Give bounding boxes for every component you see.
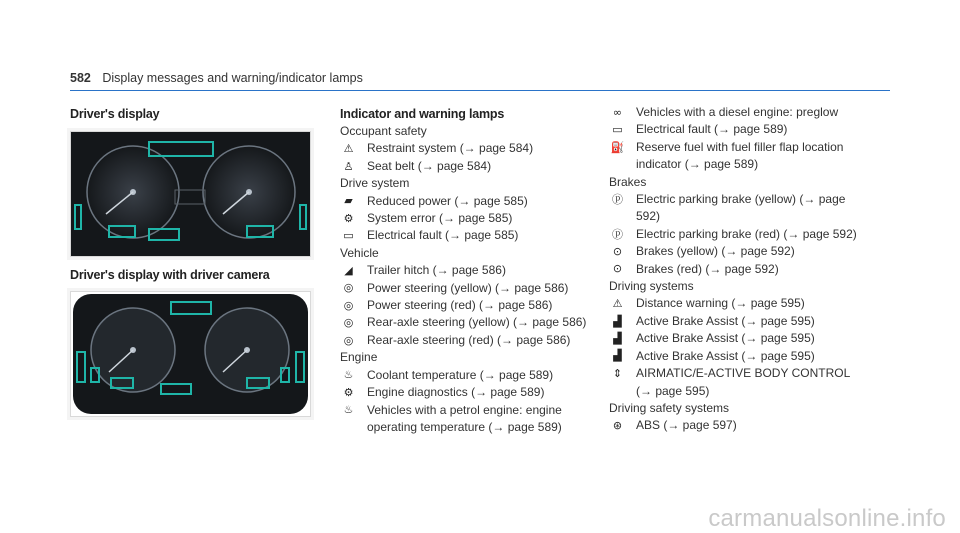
lamp-list-item	[340, 280, 590, 297]
abs-icon: ⊛	[612, 419, 623, 433]
lamp-list-item	[340, 227, 590, 244]
lamp-description: ABS (→ page 597)	[636, 418, 737, 433]
lamp-description: Power steering (red) (→ page 586)	[367, 298, 553, 313]
fuel-reserve-icon: ⛽	[610, 140, 625, 154]
watermark: carmanualsonline.info	[708, 505, 946, 532]
lamp-list-item	[340, 210, 590, 227]
lamp-description: Active Brake Assist (→ page 595)	[636, 348, 815, 363]
lamp-description: Seat belt (→ page 584)	[367, 158, 492, 173]
active-brake-assist-off-icon: ▟	[613, 332, 622, 346]
category-label: Vehicle	[340, 245, 379, 260]
lamp-description: System error (→ page 585)	[367, 211, 513, 226]
lamp-list-item	[340, 367, 590, 384]
lamp-description: Electrical fault (→ page 585)	[367, 228, 519, 243]
lamp-description: Rear-axle steering (red) (→ page 586)	[367, 332, 571, 347]
parking-brake-icon: ⓟ	[612, 192, 623, 206]
restraint-system-icon: ⚠	[343, 142, 354, 156]
lamp-list-item	[340, 384, 590, 401]
lamp-list-item	[340, 332, 590, 349]
lamp-description: Trailer hitch (→ page 586)	[367, 263, 506, 278]
lamp-list-item	[340, 262, 590, 279]
lamp-list-item	[609, 348, 859, 365]
lamp-description: Rear-axle steering (yellow) (→ page 586)	[367, 315, 587, 330]
lamp-description: Electric parking brake (red) (→ page 592)	[636, 226, 857, 241]
lamp-list-item	[609, 243, 859, 260]
lamp-description: Active Brake Assist (→ page 595)	[636, 331, 815, 346]
lamp-description: Brakes (yellow) (→ page 592)	[636, 244, 795, 259]
active-brake-assist-icon: ▟	[613, 314, 622, 328]
brake-icon: ⊙	[612, 245, 623, 259]
section-drivers-display-title: Driver's display	[70, 107, 160, 121]
airmatic-icon: ⇕	[612, 366, 623, 380]
lamp-description: Active Brake Assist (→ page 595)	[636, 313, 815, 328]
lamp-description: Vehicles with a diesel engine: preglow	[636, 105, 839, 119]
power-steering-icon: ◎	[343, 298, 354, 312]
lamp-description: Power steering (yellow) (→ page 586)	[367, 280, 569, 295]
lamp-list-item	[340, 140, 590, 157]
section-drivers-display-camera-title: Driver's display with driver camera	[70, 268, 270, 282]
lamp-list-item	[609, 365, 859, 400]
drivers-display-camera-image	[70, 291, 311, 417]
lamp-description: Brakes (red) (→ page 592)	[636, 261, 779, 276]
lamp-list-item	[609, 295, 859, 312]
seat-belt-icon: ♙	[343, 159, 354, 173]
parking-brake-icon: ⓟ	[612, 227, 623, 241]
battery-icon: ▭	[343, 229, 354, 243]
lamp-description: Distance warning (→ page 595)	[636, 296, 805, 311]
coolant-temperature-icon: ♨	[343, 368, 354, 382]
lamp-list-item	[340, 193, 590, 210]
lamp-description: Engine diagnostics (→ page 589)	[367, 385, 545, 400]
lamp-description: Reduced power (→ page 585)	[367, 193, 528, 208]
category-label: Driving systems	[609, 279, 694, 294]
page-number: 582	[70, 71, 91, 85]
lamp-list-item	[609, 417, 859, 434]
middle-lamp-list	[340, 123, 590, 436]
category-label: Occupant safety	[340, 124, 427, 138]
lamp-description: Vehicles with a petrol engine: engine operating temperature (→ page 589)	[367, 402, 562, 434]
active-brake-assist-icon: ▟	[613, 349, 622, 363]
brake-icon: ⊙	[612, 262, 623, 276]
rear-axle-steering-icon: ◎	[343, 333, 354, 347]
lamp-list-item	[609, 139, 859, 174]
category-label: Brakes	[609, 174, 647, 189]
lamp-list-item	[609, 261, 859, 278]
header-rule	[70, 90, 890, 91]
lamp-description: Restraint system (→ page 584)	[367, 141, 534, 156]
lamp-list-item	[609, 226, 859, 243]
distance-warning-icon: ⚠	[612, 297, 623, 311]
engine-temperature-icon: ♨	[343, 403, 354, 417]
category-label: Driving safety systems	[609, 400, 730, 415]
page-header	[70, 71, 363, 85]
indicator-lamps-title: Indicator and warning lamps	[340, 107, 505, 121]
lamp-description: Electrical fault (→ page 589)	[636, 122, 788, 137]
battery-icon: ▭	[612, 123, 623, 137]
lamp-list-item	[609, 121, 859, 138]
lamp-list-item	[609, 330, 859, 347]
lamp-list-item	[340, 158, 590, 175]
preglow-icon: ∞	[612, 105, 623, 119]
reduced-power-icon: ▰	[344, 194, 353, 208]
engine-diagnostics-icon: ⚙	[343, 385, 354, 399]
rear-axle-steering-icon: ◎	[343, 316, 354, 330]
lamp-description: Coolant temperature (→ page 589)	[367, 367, 554, 382]
trailer-hitch-icon: ◢	[344, 264, 353, 278]
lamp-description: Electric parking brake (yellow) (→ page 592)	[636, 192, 846, 224]
lamp-list-item	[340, 297, 590, 314]
lamp-description: Reserve fuel with fuel filler flap location indicator (→ page 589)	[636, 139, 844, 172]
lamp-list-item	[609, 191, 859, 226]
system-error-icon: ⚙	[343, 211, 354, 225]
page-header-title: Display messages and warning/indicator lamps	[102, 71, 363, 85]
drivers-display-image	[70, 131, 311, 257]
right-lamp-list	[609, 104, 859, 435]
power-steering-icon: ◎	[343, 281, 354, 295]
category-label: Drive system	[340, 176, 410, 191]
lamp-list-item	[340, 402, 590, 437]
lamp-list-item	[609, 313, 859, 330]
lamp-list-item	[609, 104, 859, 121]
category-label: Engine	[340, 350, 378, 365]
lamp-description: AIRMATIC/E-ACTIVE BODY CONTROL (→ page 595)	[636, 366, 850, 398]
lamp-list-item	[340, 314, 590, 331]
